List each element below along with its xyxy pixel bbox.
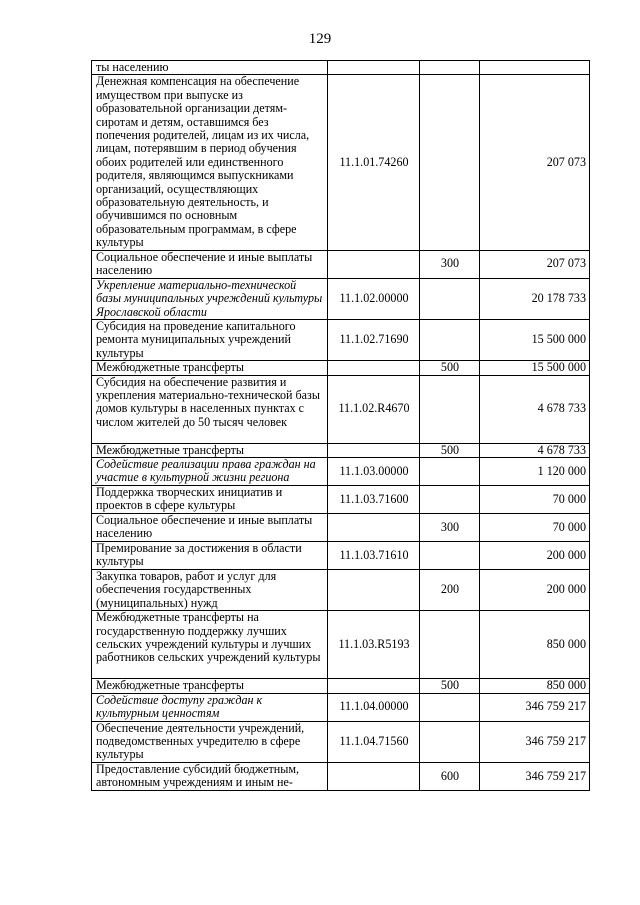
- row-type-cell: 500: [420, 361, 480, 375]
- table-row: [92, 457, 590, 485]
- row-code-cell: [328, 61, 420, 75]
- row-code-cell: 11.1.03.R5193: [328, 611, 420, 679]
- row-sum-cell: [480, 61, 590, 75]
- row-name-cell: Межбюджетные трансферты на государственную поддержку лучших сельских учреждений культуры и лучших работников сельских учреждений культуры: [92, 611, 328, 679]
- row-type-cell: [420, 375, 480, 443]
- row-type-cell: [420, 721, 480, 762]
- row-type-cell: [420, 75, 480, 250]
- row-type-cell: [420, 541, 480, 569]
- row-name-cell: Содействие доступу граждан к культурным ценностям: [92, 693, 328, 721]
- row-sum-cell: 70 000: [480, 485, 590, 513]
- row-sum-cell: 207 073: [480, 75, 590, 250]
- row-code-cell: 11.1.04.00000: [328, 693, 420, 721]
- page-number: 129: [308, 31, 332, 47]
- table-row: [92, 611, 590, 679]
- row-sum-cell: 207 073: [480, 250, 590, 278]
- row-type-cell: 500: [420, 443, 480, 457]
- row-name-cell: Закупка товаров, работ и услуг для обеспечения государственных (муниципальных) нужд: [92, 569, 328, 610]
- row-code-cell: [328, 513, 420, 541]
- row-name-cell: Межбюджетные трансферты: [92, 443, 328, 457]
- row-code-cell: 11.1.01.74260: [328, 75, 420, 250]
- row-sum-cell: 200 000: [480, 569, 590, 610]
- table-row: [92, 762, 590, 790]
- row-code-cell: 11.1.03.71610: [328, 541, 420, 569]
- table-row: [92, 61, 590, 75]
- row-name-cell: ты населению: [92, 61, 328, 75]
- row-name-cell: Социальное обеспечение и иные выплаты населению: [92, 250, 328, 278]
- table-row: [92, 375, 590, 443]
- table-row: [92, 250, 590, 278]
- row-code-cell: 11.1.04.71560: [328, 721, 420, 762]
- row-type-cell: [420, 319, 480, 360]
- row-name-cell: Социальное обеспечение и иные выплаты населению: [92, 513, 328, 541]
- row-type-cell: 300: [420, 250, 480, 278]
- table-row: [92, 443, 590, 457]
- row-type-cell: 300: [420, 513, 480, 541]
- row-type-cell: [420, 61, 480, 75]
- row-sum-cell: 346 759 217: [480, 721, 590, 762]
- table-row: [92, 513, 590, 541]
- row-sum-cell: 850 000: [480, 611, 590, 679]
- row-type-cell: [420, 693, 480, 721]
- row-name-cell: Субсидия на обеспечение развития и укрепления материально-технической базы домов культуры в населенных пунктах с числом жителей до 50 тысяч человек: [92, 375, 328, 443]
- row-type-cell: [420, 611, 480, 679]
- row-type-cell: [420, 485, 480, 513]
- row-type-cell: 500: [420, 679, 480, 693]
- row-code-cell: [328, 569, 420, 610]
- budget-table: [91, 60, 590, 791]
- row-sum-cell: 20 178 733: [480, 278, 590, 319]
- row-sum-cell: 850 000: [480, 679, 590, 693]
- row-sum-cell: 346 759 217: [480, 693, 590, 721]
- row-name-cell: Премирование за достижения в области культуры: [92, 541, 328, 569]
- row-sum-cell: 70 000: [480, 513, 590, 541]
- row-code-cell: 11.1.03.71600: [328, 485, 420, 513]
- row-type-cell: [420, 278, 480, 319]
- row-sum-cell: 4 678 733: [480, 375, 590, 443]
- row-code-cell: [328, 762, 420, 790]
- table-row: [92, 541, 590, 569]
- row-name-cell: Субсидия на проведение капитального ремонта муниципальных учреждений культуры: [92, 319, 328, 360]
- row-name-cell: Содействие реализации права граждан на участие в культурной жизни региона: [92, 457, 328, 485]
- table-row: [92, 361, 590, 375]
- table-row: [92, 278, 590, 319]
- row-code-cell: 11.1.02.00000: [328, 278, 420, 319]
- row-type-cell: [420, 457, 480, 485]
- row-code-cell: 11.1.02.R4670: [328, 375, 420, 443]
- budget-table-body: [92, 61, 590, 791]
- table-row: [92, 485, 590, 513]
- table-row: [92, 693, 590, 721]
- table-row: [92, 679, 590, 693]
- table-row: [92, 75, 590, 250]
- row-sum-cell: 200 000: [480, 541, 590, 569]
- row-type-cell: 200: [420, 569, 480, 610]
- row-type-cell: 600: [420, 762, 480, 790]
- row-name-cell: Предоставление субсидий бюджетным, автономным учреждениям и иным не-: [92, 762, 328, 790]
- row-name-cell: Межбюджетные трансферты: [92, 679, 328, 693]
- table-row: [92, 721, 590, 762]
- row-sum-cell: 15 500 000: [480, 319, 590, 360]
- row-code-cell: 11.1.02.71690: [328, 319, 420, 360]
- row-code-cell: [328, 250, 420, 278]
- row-sum-cell: 4 678 733: [480, 443, 590, 457]
- row-sum-cell: 1 120 000: [480, 457, 590, 485]
- table-row: [92, 569, 590, 610]
- row-code-cell: 11.1.03.00000: [328, 457, 420, 485]
- row-sum-cell: 15 500 000: [480, 361, 590, 375]
- row-code-cell: [328, 361, 420, 375]
- row-name-cell: Межбюджетные трансферты: [92, 361, 328, 375]
- row-code-cell: [328, 443, 420, 457]
- table-row: [92, 319, 590, 360]
- row-name-cell: Обеспечение деятельности учреждений, подведомственных учредителю в сфере культуры: [92, 721, 328, 762]
- row-sum-cell: 346 759 217: [480, 762, 590, 790]
- row-name-cell: Укрепление материально-технической базы муниципальных учреждений культуры Ярославской области: [92, 278, 328, 319]
- row-name-cell: Денежная компенсация на обеспечение имуществом при выпуске из образовательной организации детям-сиротам и детям, оставшимся без попечения родителей, лицам из их числа, лицам, потерявшим в период обучения обоих родителей или единственного родителя, являющимся выпускниками организаций, осуществляющих образовательную деятельность, и обучившимся по основным образовательным программам, в сфере культуры: [92, 75, 328, 250]
- row-code-cell: [328, 679, 420, 693]
- row-name-cell: Поддержка творческих инициатив и проектов в сфере культуры: [92, 485, 328, 513]
